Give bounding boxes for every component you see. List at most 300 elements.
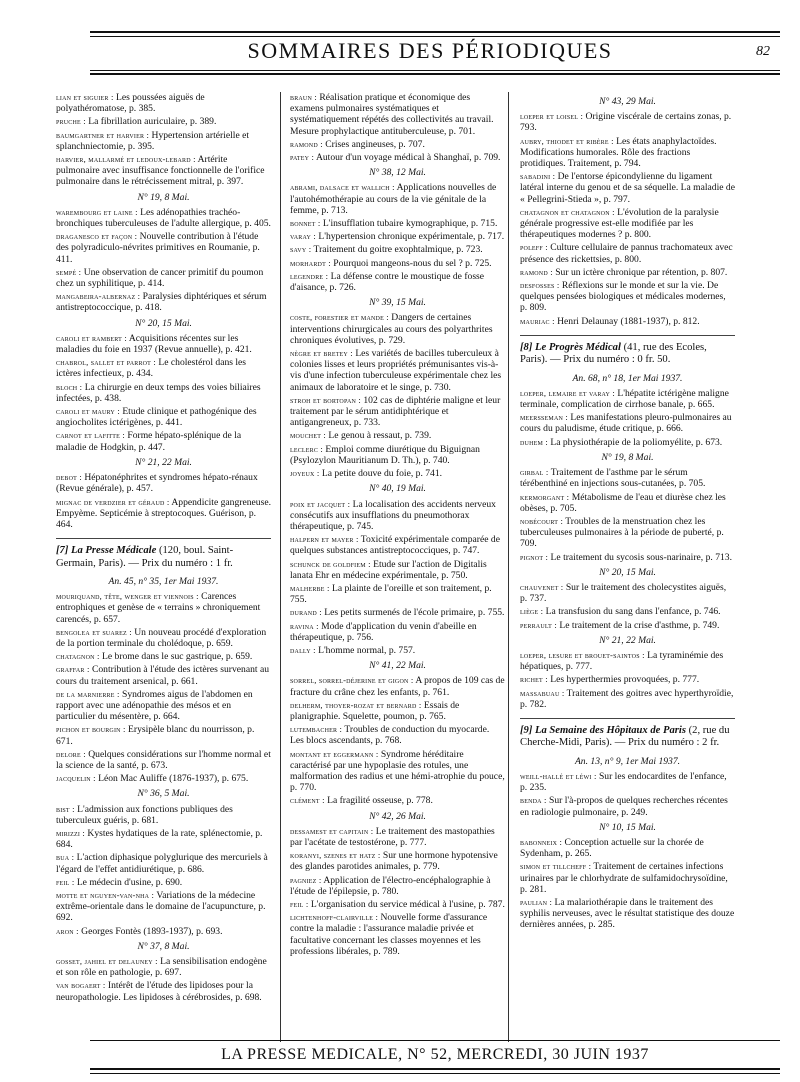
entry-authors: patey :: [290, 152, 315, 163]
list-item: [290, 621, 505, 643]
list-item: [290, 231, 505, 242]
entry-authors: delherm, thoyer-rozat et bernard :: [290, 699, 422, 710]
entry-authors: kermorgant :: [520, 491, 570, 502]
issue-heading: N° 40, 19 Mai.: [369, 483, 426, 495]
list-item: [56, 591, 271, 625]
entry-authors: jacquelin :: [56, 773, 96, 784]
entry-authors: mauriac :: [520, 315, 555, 326]
entry-authors: gosset, jahiel et delauney :: [56, 956, 158, 967]
list-item: [520, 388, 735, 410]
list-item: [290, 559, 505, 581]
list-item: [520, 207, 735, 241]
entry-text: Sur l'à-propos de quelques recherches récentes en radiologie pulmonaire, p. 249.: [520, 795, 728, 818]
entry-authors: de la marnierre :: [56, 688, 120, 699]
issue-heading: N° 10, 15 Mai.: [599, 821, 656, 833]
entry-text: Léon Mac Auliffe (1876-1937), p. 675.: [98, 773, 249, 785]
footer-rule: [90, 1040, 780, 1041]
issue-heading: N° 19, 8 Mai.: [137, 191, 190, 203]
entry-authors: bonnet :: [290, 218, 321, 229]
entry-text: Henri Delaunay (1881-1937), p. 812.: [557, 315, 700, 327]
list-item: [56, 154, 271, 188]
section-divider: [56, 538, 271, 539]
journal-title: [7] La Presse Médicale: [56, 545, 157, 557]
list-item: [56, 749, 271, 771]
entry-authors: legendre :: [290, 270, 329, 281]
entry-text: Appendicite gangreneuse. Empyème. Septicémie à streptocoques. Guérison, p. 464.: [56, 496, 271, 530]
list-item: [290, 182, 505, 216]
entry-authors: coste, forestier et mande :: [290, 312, 389, 323]
entry-text: Crises angineuses, p. 707.: [325, 138, 425, 150]
list-item: [290, 499, 505, 533]
entry-text: L'insufflation tubaire kymographique, p. 715.: [322, 218, 498, 230]
entry-text: Le traitement de la crise d'asthme, p. 749.: [559, 619, 720, 631]
entry-text: Traitement des goitres avec hyperthyroïdie, p. 782.: [520, 687, 734, 710]
list-item: [290, 395, 505, 429]
entry-text: Nouvelle contribution à l'étude des polyradiculo-névrites primitives en Roumanie, p. 411.: [56, 231, 260, 265]
issue-heading: N° 43, 29 Mai.: [599, 96, 656, 107]
entry-text: Georges Fontès (1893-1937), p. 693.: [81, 925, 223, 937]
entry-authors: loeper, lesure et brouet-saintos :: [520, 649, 645, 660]
entry-authors: ramond :: [520, 266, 553, 277]
issue-heading: N° 20, 15 Mai.: [135, 317, 192, 329]
list-item: [290, 607, 505, 618]
entry-text: Un nouveau procédé d'exploration de la portion terminale du cholédoque, p. 659.: [56, 626, 267, 649]
entry-text: La localisation des accidents nerveux consécutifs aux insufflations du pneumothorax thérapeutique, p. 745.: [290, 498, 496, 532]
entry-authors: duhem :: [520, 436, 548, 447]
entry-text: Les adénopathies trachéo-bronchiques tuberculeuses de l'adulte allergique, p. 405.: [56, 206, 271, 230]
entry-text: Traitement de certaines infections urinaires par le chlorhydrate de sulfamidochrysoïdine, p. 281.: [520, 861, 728, 895]
entry-authors: mangabeira-albernaz :: [56, 291, 141, 302]
entry-authors: morhardt :: [290, 257, 331, 268]
journal-heading: [56, 545, 271, 570]
list-item: [56, 357, 271, 379]
entry-authors: lutembacher :: [290, 724, 343, 735]
entry-text: Acquisitions récentes sur les maladies du foie en 1937 (Revue annuelle), p. 421.: [56, 332, 252, 356]
entry-text: Forme hépato-splénique de la maladie de Hodgkin, p. 447.: [56, 430, 242, 453]
issue-heading: N° 41, 22 Mai.: [369, 660, 426, 672]
entry-authors: sempé :: [56, 266, 82, 277]
list-item: [520, 267, 735, 278]
list-item: [56, 267, 271, 289]
list-item: [56, 472, 271, 494]
entry-text: Le médecin d'usine, p. 690.: [76, 876, 183, 888]
list-item: [520, 674, 735, 685]
entry-text: L'organisation du service médical à l'usine, p. 787.: [310, 899, 505, 910]
entry-authors: loeper, lemaire et varay :: [520, 387, 615, 398]
list-item: [290, 258, 505, 269]
issue-heading: N° 39, 15 Mai.: [369, 297, 426, 309]
entry-authors: bist :: [56, 803, 75, 814]
entry-text: Sur une hormone hypotensive des glandes parotides animales, p. 779.: [290, 850, 498, 873]
column-middle: [290, 92, 505, 959]
entry-text: Syndromes aigus de l'abdomen en rapport avec une adénopathie des mésos et en particulier du mésentère, p. 664.: [56, 688, 253, 723]
header-rule: [90, 70, 780, 71]
entry-text: Les hyperthermies provoquées, p. 777.: [550, 674, 700, 686]
entry-text: Essais de planigraphie. Squelette, poumon, p. 765.: [290, 699, 460, 722]
entry-authors: pignot :: [520, 551, 549, 562]
list-item: [56, 926, 271, 937]
entry-authors: poix et jacquet :: [290, 498, 351, 509]
entry-text: L'évolution de la paralysie générale progressive est-elle modifiée par les thérapeutiques modernes ? p. 800.: [520, 206, 719, 241]
entry-text: L'admission aux fonctions publiques des tuberculeux guéris, p. 681.: [56, 803, 233, 826]
entry-authors: paulian :: [520, 897, 553, 907]
entry-text: Hypertension artérielle et splanchniectomie, p. 395.: [56, 129, 250, 152]
list-item: [56, 116, 271, 127]
entry-text: La fibrillation auriculaire, p. 389.: [88, 116, 217, 128]
entry-authors: chabrol, sallet et parrot :: [56, 357, 156, 368]
entry-text: Quelques considérations sur l'homme normal et la science de la santé, p. 673.: [56, 748, 271, 771]
entry-authors: stroh et bortopan :: [290, 394, 361, 405]
entry-text: La plainte de l'oreille et son traitement, p. 755.: [290, 582, 492, 606]
list-item: [56, 406, 271, 428]
entry-text: La malariothérapie dans le traitement des syphilis nerveuses, avec le résultat statistique des douze dernières années, p. 285.: [520, 897, 735, 931]
list-item: [56, 207, 271, 229]
issue-heading: N° 21, 22 Mai.: [599, 634, 656, 646]
entry-authors: weill-hallé et léwi :: [520, 770, 597, 781]
entry-authors: warembourg et laine :: [56, 206, 138, 217]
entry-authors: chauvenet :: [520, 581, 564, 592]
entry-authors: graffar :: [56, 664, 90, 675]
list-item: [520, 516, 735, 550]
entry-text: Les états anaphylactoïdes. Modifications humorales. Rôle des fractions protidiques. Traitement, p. 794.: [520, 135, 717, 170]
list-item: [520, 897, 735, 931]
journal-details: (41, rue des Ecoles, Paris). — Prix du numéro : 0 fr. 50.: [520, 341, 707, 366]
entry-text: Les manifestations pleuro-pulmonaires au cours du paludisme, étude critique, p. 666.: [520, 412, 732, 435]
entry-authors: liège :: [520, 606, 544, 617]
list-item: [56, 804, 271, 826]
entry-authors: sabadini :: [520, 171, 556, 182]
issue-heading: N° 38, 12 Mai.: [369, 167, 426, 179]
entry-authors: lian et siguier :: [56, 92, 114, 102]
list-item: [290, 583, 505, 605]
entry-authors: delore :: [56, 748, 86, 759]
entry-authors: perrault :: [520, 619, 557, 630]
entry-text: Le traitement du sycosis sous-narinaire, p. 713.: [550, 551, 732, 563]
issue-heading: An. 13, n° 9, 1er Mai 1937.: [574, 755, 681, 767]
list-item: [520, 688, 735, 710]
entry-text: Emploi comme diurétique du Biguignan (Psylozylon Mauritianum D. Th.), p. 740.: [290, 443, 480, 466]
entry-authors: sorrel, sorrel-déjerine et gigon :: [290, 675, 414, 686]
list-item: [56, 92, 271, 114]
list-item: [290, 826, 505, 848]
entry-text: Nouvelle forme d'assurance contre la maladie : l'assurance maladie privée et facultative concernant les classes moyennes et les professions libérales, p. 789.: [290, 912, 488, 957]
issue-heading: An. 68, n° 18, 1er Mai 1937.: [572, 372, 683, 384]
entry-authors: richet :: [520, 674, 548, 685]
journal-title: [8] Le Progrès Médical: [520, 341, 621, 353]
entry-authors: durand :: [290, 607, 322, 618]
entry-text: Contribution à l'étude des ictères survenant au cours du traitement arsenical, p. 661.: [56, 664, 270, 687]
entry-authors: ramond :: [290, 138, 323, 149]
list-item: [290, 749, 505, 794]
entry-text: Intérêt de l'étude des lipidoses pour la neuropathologie. Les lipidoses à cérébrosides, p. 698.: [56, 980, 262, 1003]
list-item: [290, 92, 505, 137]
entry-authors: bengolea et suarez :: [56, 626, 132, 637]
entry-text: L'hépatite ictérigène maligne terminale, complication de cirrhose banale, p. 665.: [520, 387, 729, 411]
list-item: [56, 828, 271, 850]
entry-text: Le brome dans le suc gastrique, p. 659.: [102, 651, 253, 663]
issue-heading: N° 42, 26 Mai.: [369, 810, 426, 822]
list-item: [56, 651, 271, 662]
entry-authors: braun :: [290, 92, 317, 102]
list-item: [290, 912, 505, 957]
list-item: [56, 291, 271, 313]
entry-authors: poleff :: [520, 242, 548, 253]
entry-text: A propos de 109 cas de fracture du crâne chez les enfants, p. 761.: [290, 675, 505, 698]
entry-text: Mode d'application du venin d'abeille en thérapeutique, p. 756.: [290, 620, 477, 643]
list-item: [290, 645, 505, 656]
entry-text: Artérite pulmonaire avec insuffisance fonctionnelle de l'orifice pulmonaire dans le rétrécissement mitral, p. 397.: [56, 154, 265, 188]
entry-text: Application de l'électro-encéphalographie à l'étude de l'épilepsie, p. 780.: [290, 874, 491, 897]
column-divider: [280, 92, 281, 1042]
entry-authors: mouchet :: [290, 430, 327, 441]
entry-text: La fragilité osseuse, p. 778.: [327, 795, 433, 807]
issue-heading: N° 37, 8 Mai.: [137, 940, 190, 952]
entry-authors: halpern et mayer :: [290, 534, 359, 545]
entry-authors: loeper et loisel :: [520, 111, 584, 122]
list-item: [56, 497, 271, 531]
entry-authors: clément :: [290, 795, 325, 806]
list-item: [520, 136, 735, 170]
entry-authors: nobécourt :: [520, 515, 564, 526]
entry-text: Kystes hydatiques de la rate, splénectomie, p. 684.: [56, 827, 263, 851]
list-item: [520, 606, 735, 617]
entry-text: Toxicité expérimentale comparée de quelques substances antistreptococciques, p. 747.: [290, 534, 500, 557]
journal-title: [9] La Semaine des Hôpitaux de Paris: [520, 724, 686, 736]
entry-authors: joyeux :: [290, 468, 320, 479]
journal-heading: [520, 342, 735, 367]
list-item: [290, 899, 505, 910]
entry-text: Applications nouvelles de l'autohémothérapie au cours de la vie génitale de la femme, p. 713.: [290, 182, 497, 216]
list-item: [56, 956, 271, 978]
entry-text: Le traitement des mastopathies par l'acétate de testostérone, p. 777.: [290, 825, 495, 848]
list-item: [56, 980, 271, 1002]
entry-authors: varay :: [290, 231, 316, 242]
list-item: [520, 316, 735, 327]
entry-text: L'hypertension chronique expérimentale, p. 717.: [318, 231, 505, 243]
entry-authors: feil :: [290, 899, 309, 909]
entry-text: La chirurgie en deux temps des voies biliaires infectées, p. 438.: [56, 381, 261, 404]
header-rule: [90, 36, 780, 37]
entry-authors: motte et nguyen-van-nha :: [56, 890, 155, 900]
entry-text: Sur les endocardites de l'enfance, p. 235.: [520, 770, 727, 794]
column-right: [520, 92, 735, 933]
list-item: [290, 152, 505, 163]
entry-authors: chatagnon :: [56, 651, 100, 662]
list-item: [56, 773, 271, 784]
entry-text: La tyraminémie des hépatiques, p. 777.: [520, 649, 724, 673]
list-item: [56, 877, 271, 888]
entry-authors: bua :: [56, 852, 75, 863]
journal-details: (120, boul. Saint-Germain, Paris). — Prix du numéro : 1 fr.: [56, 545, 234, 569]
list-item: [520, 437, 735, 448]
entry-text: Métabolisme de l'eau et diurèse chez les obèses, p. 705.: [520, 491, 726, 514]
list-item: [520, 467, 735, 489]
entry-text: Origine viscérale de certains zonas, p. 793.: [520, 111, 732, 134]
entry-authors: abrami, dalsace et wallich :: [290, 182, 395, 193]
list-item: [56, 664, 271, 686]
entry-authors: nègre et bretey :: [290, 348, 353, 359]
entry-authors: debot :: [56, 472, 82, 483]
entry-authors: desfosses :: [520, 280, 560, 291]
entry-text: Les poussées aiguës de polyathéromatose, p. 385.: [56, 92, 205, 115]
entry-text: Carences entrophiques et genèse de « terrains » chroniquement carencés, p. 657.: [56, 591, 261, 625]
entry-authors: feil :: [56, 876, 75, 887]
entry-authors: pruche :: [56, 116, 86, 127]
entry-text: Variations de la médecine extrême-orientale dans le domaine de l'acupuncture, p. 692.: [56, 890, 266, 924]
list-item: [290, 468, 505, 479]
entry-authors: savy :: [290, 244, 312, 255]
entry-authors: draganesco et façon :: [56, 231, 138, 242]
entry-authors: aron :: [56, 925, 79, 936]
footer-rule: [90, 1073, 780, 1074]
list-item: [520, 412, 735, 434]
entry-authors: caroli et rambert :: [56, 332, 127, 343]
list-item: [520, 620, 735, 631]
entry-authors: schunck de goldfiem :: [290, 558, 371, 569]
entry-text: Sur le traitement des cholecystites aiguës, p. 737.: [520, 581, 727, 605]
list-item: [290, 534, 505, 556]
entry-authors: simon et tillcheff :: [520, 861, 592, 872]
entry-text: 102 cas de diphtérie maligne et leur traitement par le sérum antidiphtérique et antigangreneux, p. 733.: [290, 394, 501, 429]
section-divider: [520, 335, 735, 336]
list-item: [520, 492, 735, 514]
entry-text: La petite douve du foie, p. 741.: [321, 468, 443, 480]
entry-authors: benda :: [520, 795, 547, 806]
column-left: [56, 92, 271, 1005]
entry-text: Dangers de certaines interventions chirurgicales au cours des polyarthrites chroniques évolutives, p. 729.: [290, 312, 493, 346]
column-divider: [508, 92, 509, 1042]
list-item: [520, 552, 735, 563]
list-item: [290, 348, 505, 393]
list-item: [520, 171, 735, 205]
entry-text: Le cholestérol dans les ictères infectieux, p. 434.: [56, 357, 247, 380]
list-item: [56, 724, 271, 746]
entry-text: L'action diphasique polyglurique des mercuriels à l'égard de l'effet antidiurétique, p. 686.: [56, 852, 268, 875]
entry-text: Les variétés de bacilles tuberculeux à colonies lisses et leurs propriétés prémunisantes vis-à-vis d'une infection tuberculeuse expérimentale chez les animaux de laboratoire et le singe, p. 730.: [290, 348, 502, 393]
entry-authors: baumgartner et harvier :: [56, 129, 150, 140]
entry-authors: ravina :: [290, 620, 319, 631]
entry-authors: dessamest et capitain :: [290, 825, 374, 836]
list-item: [290, 444, 505, 466]
entry-authors: aubry, thiodet et ribère :: [520, 135, 614, 146]
entry-text: Hépatonéphrites et syndromes hépato-rénaux (Revue générale), p. 457.: [56, 472, 258, 495]
entry-text: Syndrome héréditaire caractérisé par une hypoplasie des rotules, une malformation des radius et une hémi-atrophie du pouce, p. 770.: [290, 748, 505, 794]
entry-text: Traitement de l'asthme par le sérum térébenthiné en injections sous-cutanées, p. 705.: [520, 467, 706, 490]
entry-text: Pourquoi mangeons-nous du sel ? p. 725.: [333, 257, 492, 269]
entry-authors: dally :: [290, 644, 316, 655]
entry-text: Les petits surmenés de l'école primaire, p. 755.: [324, 607, 505, 619]
list-item: [56, 689, 271, 723]
page-footer: LA PRESSE MEDICALE, N° 52, MERCREDI, 30 JUIN 1937: [221, 1046, 649, 1063]
list-item: [520, 650, 735, 672]
entry-text: Une observation de cancer primitif du poumon chez un syphilitique, p. 414.: [56, 266, 264, 290]
list-item: [56, 890, 271, 924]
entry-text: De l'entorse épicondylienne du ligament latéral interne du genou et de sa séquelle. La maladie de « Pellegrini-Stieda », p. 797.: [520, 171, 735, 205]
entry-authors: massabuau :: [520, 687, 565, 698]
list-item: [290, 430, 505, 441]
header-rule: [90, 73, 780, 75]
entry-text: La transfusion du sang dans l'enfance, p. 746.: [545, 606, 721, 618]
list-item: [520, 280, 735, 314]
entry-text: Troubles de la menstruation chez les tuberculeuses pulmonaires à la période de puberté, p. 709.: [520, 515, 724, 550]
entry-authors: babonneix :: [520, 836, 563, 847]
list-item: [520, 861, 735, 895]
issue-heading: N° 20, 15 Mai.: [599, 566, 656, 578]
entry-text: La physiothérapie de la poliomyélite, p. 673.: [550, 436, 723, 448]
list-item: [290, 875, 505, 897]
entry-text: Etude sur l'action de Digitalis lanata Ehr en médecine expérimentale, p. 750.: [290, 558, 487, 581]
entry-authors: caroli et maury :: [56, 406, 120, 417]
journal-details: (2, rue du Cherche-Midi, Paris). — Prix du numéro : 2 fr.: [520, 724, 730, 749]
list-item: [520, 837, 735, 859]
entry-text: Sur un ictère chronique par rétention, p. 807.: [555, 266, 728, 278]
list-item: [520, 795, 735, 817]
list-item: [290, 724, 505, 746]
entry-text: Culture cellulaire de pannus trachomateux avec présence des rickettsies, p. 800.: [520, 242, 733, 265]
list-item: [56, 130, 271, 152]
list-item: [290, 244, 505, 255]
journal-heading: [520, 725, 735, 750]
entry-text: Erysipèle blanc du nourrisson, p. 671.: [56, 724, 255, 747]
list-item: [520, 771, 735, 793]
entry-text: La défense contre le moustique de fosse d'aisance, p. 726.: [290, 270, 485, 294]
page-number: 82: [756, 44, 770, 59]
issue-heading: N° 36, 5 Mai.: [137, 788, 190, 800]
list-item: [520, 242, 735, 264]
entry-authors: mirizzi :: [56, 827, 85, 838]
entry-authors: lichtenhoff-clairville :: [290, 912, 379, 923]
entry-text: Etude clinique et pathogénique des angiocholites ictérigènes, p. 441.: [56, 406, 257, 429]
list-item: [290, 675, 505, 697]
entry-authors: chatagnon et chatagnon :: [520, 206, 615, 217]
entry-text: Paralysies diphtériques et sérum antistreptococcique, p. 418.: [56, 291, 267, 314]
list-item: [56, 852, 271, 874]
entry-authors: mignac de verdzier et géraud :: [56, 496, 170, 507]
entry-text: La sensibilisation endogène et son rôle en pathologie, p. 697.: [56, 956, 267, 979]
entry-authors: montant et eggermann :: [290, 748, 379, 759]
issue-heading: N° 19, 8 Mai.: [601, 451, 654, 463]
entry-authors: bloch :: [56, 381, 83, 392]
entry-authors: meersseman :: [520, 412, 568, 423]
entry-text: Réalisation pratique et économique des examens pulmonaires systématiques et systématiquement répétés des collectivités au travail. Mesure prophylactique antituberculeuse, p. 701.: [290, 92, 494, 137]
entry-authors: leclerc :: [290, 443, 324, 454]
entry-text: Autour d'un voyage médical à Shanghaï, p. 709.: [315, 152, 501, 164]
entry-authors: van bogaert :: [56, 980, 106, 991]
footer-rule: [90, 1068, 780, 1070]
entry-authors: koranyi, szenes et hatz :: [290, 850, 381, 861]
entry-text: Troubles de conduction du myocarde. Les blocs ascendants, p. 768.: [290, 724, 490, 747]
list-item: [520, 582, 735, 604]
entry-authors: pagniez :: [290, 874, 322, 885]
list-item: [290, 850, 505, 872]
list-item: [56, 430, 271, 452]
entry-authors: mouriquand, tête, wenger et viennois :: [56, 591, 199, 602]
entry-authors: pichon et bourgin :: [56, 724, 126, 735]
entry-authors: harvier, mallarmé et ledoux-lebard :: [56, 154, 196, 165]
issue-heading: An. 45, n° 35, 1er Mai 1937.: [108, 575, 219, 587]
entry-text: Le genou à ressaut, p. 739.: [328, 430, 432, 442]
list-item: [56, 333, 271, 355]
page-title: SOMMAIRES DES PÉRIODIQUES: [247, 38, 613, 63]
section-divider: [520, 718, 735, 719]
entry-text: Traitement du goitre exophtalmique, p. 723.: [313, 244, 483, 256]
entry-text: Conception actuelle sur la chorée de Sydenham, p. 265.: [520, 836, 704, 860]
entry-authors: carnot et lafitte :: [56, 430, 125, 441]
entry-authors: girbal :: [520, 467, 549, 478]
header-rule: [90, 31, 780, 33]
issue-heading: N° 21, 22 Mai.: [135, 456, 192, 468]
list-item: [56, 231, 271, 265]
